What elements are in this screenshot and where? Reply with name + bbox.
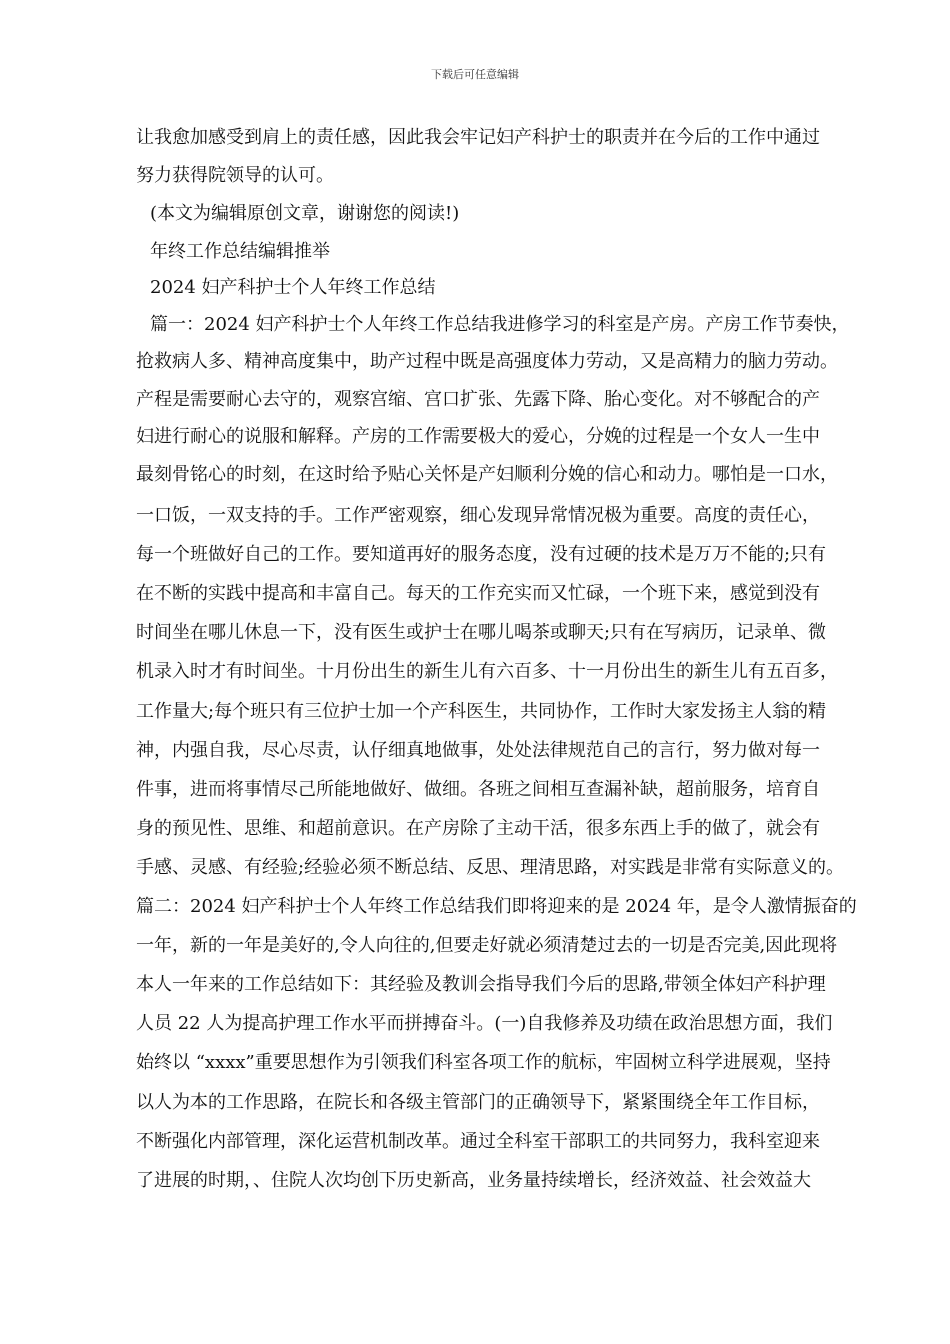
text-line: 时间坐在哪儿休息一下，没有医生或护士在哪儿喝茶或聊天;只有在写病历，记录单、微	[136, 622, 827, 643]
text-line: 不断强化内部管理，深化运营机制改革。通过全科室干部职工的共同努力，我科室迎来	[136, 1131, 820, 1152]
article-title: 2024 妇产科护士个人年终工作总结	[150, 277, 436, 298]
text-line: 努力获得院领导的认可。	[136, 165, 334, 186]
text-line: 件事，进而将事情尽己所能地做好、做细。各班之间相互查漏补缺，超前服务，培育自	[136, 779, 820, 800]
text-line: 以人为本的工作思路，在院长和各级主管部门的正确领导下，紧紧围绕全年工作目标，	[136, 1092, 820, 1113]
page-header: 下载后可任意编辑	[431, 68, 519, 81]
text-line: 在不断的实践中提高和丰富自己。每天的工作充实而又忙碌，一个班下来，感觉到没有	[136, 583, 820, 604]
text-line: 手感、灵感、有经验;经验必须不断总结、反思、理清思路，对实践是非常有实际意义的。	[136, 857, 845, 878]
text-line: 人员 22 人为提高护理工作水平而拼搏奋斗。(一)自我修养及功绩在政治思想方面，我们	[136, 1013, 833, 1034]
text-line: (本文为编辑原创文章，谢谢您的阅读!)	[150, 203, 460, 224]
text-line: 产程是需要耐心去守的，观察宫缩、宫口扩张、先露下降、胎心变化。对不够配合的产	[136, 389, 820, 410]
text-line: 机录入时才有时间坐。十月份出生的新生儿有六百多、十一月份出生的新生儿有五百多，	[136, 661, 838, 682]
text-line: 妇进行耐心的说服和解释。产房的工作需要极大的爱心，分娩的过程是一个女人一生中	[136, 426, 820, 447]
text-line: 每一个班做好自己的工作。要知道再好的服务态度，没有过硬的技术是万万不能的;只有	[136, 544, 827, 565]
text-line: 篇二：2024 妇产科护士个人年终工作总结我们即将迎来的是 2024 年，是令人激情振奋的	[136, 896, 857, 917]
text-line: 始终以 “xxxx”重要思想作为引领我们科室各项工作的航标，牢固树立科学进展观，坚持	[136, 1052, 831, 1073]
section-heading: 年终工作总结编辑推举	[150, 241, 330, 262]
text-line: 篇一：2024 妇产科护士个人年终工作总结我进修学习的科室是产房。产房工作节奏快，	[150, 314, 850, 335]
text-line: 一口饭，一双支持的手。工作严密观察，细心发现异常情况极为重要。高度的责任心，	[136, 505, 820, 526]
text-line: 身的预见性、思维、和超前意识。在产房除了主动干活，很多东西上手的做了，就会有	[136, 818, 820, 839]
text-line: 让我愈加感受到肩上的责任感，因此我会牢记妇产科护士的职责并在今后的工作中通过	[136, 127, 820, 148]
text-line: 本人一年来的工作总结如下：其经验及教训会指导我们今后的思路,带领全体妇产科护理	[136, 974, 826, 995]
text-line: 抢救病人多、精神高度集中，助产过程中既是高强度体力劳动，又是高精力的脑力劳动。	[136, 351, 838, 372]
text-line: 神，内强自我，尽心尽责，认仔细真地做事，处处法律规范自己的言行，努力做对每一	[136, 740, 820, 761]
text-line: 一年，新的一年是美好的,令人向往的,但要走好就必须清楚过去的一切是否完美,因此现将	[136, 935, 838, 956]
text-line: 最刻骨铭心的时刻，在这时给予贴心关怀是产妇顺利分娩的信心和动力。哪怕是一口水，	[136, 464, 838, 485]
text-line: 了进展的时期，、住院人次均创下历史新高，业务量持续增长，经济效益、社会效益大	[136, 1170, 811, 1191]
text-line: 工作量大;每个班只有三位护士加一个产科医生，共同协作，工作时大家发扬主人翁的精	[136, 701, 827, 722]
